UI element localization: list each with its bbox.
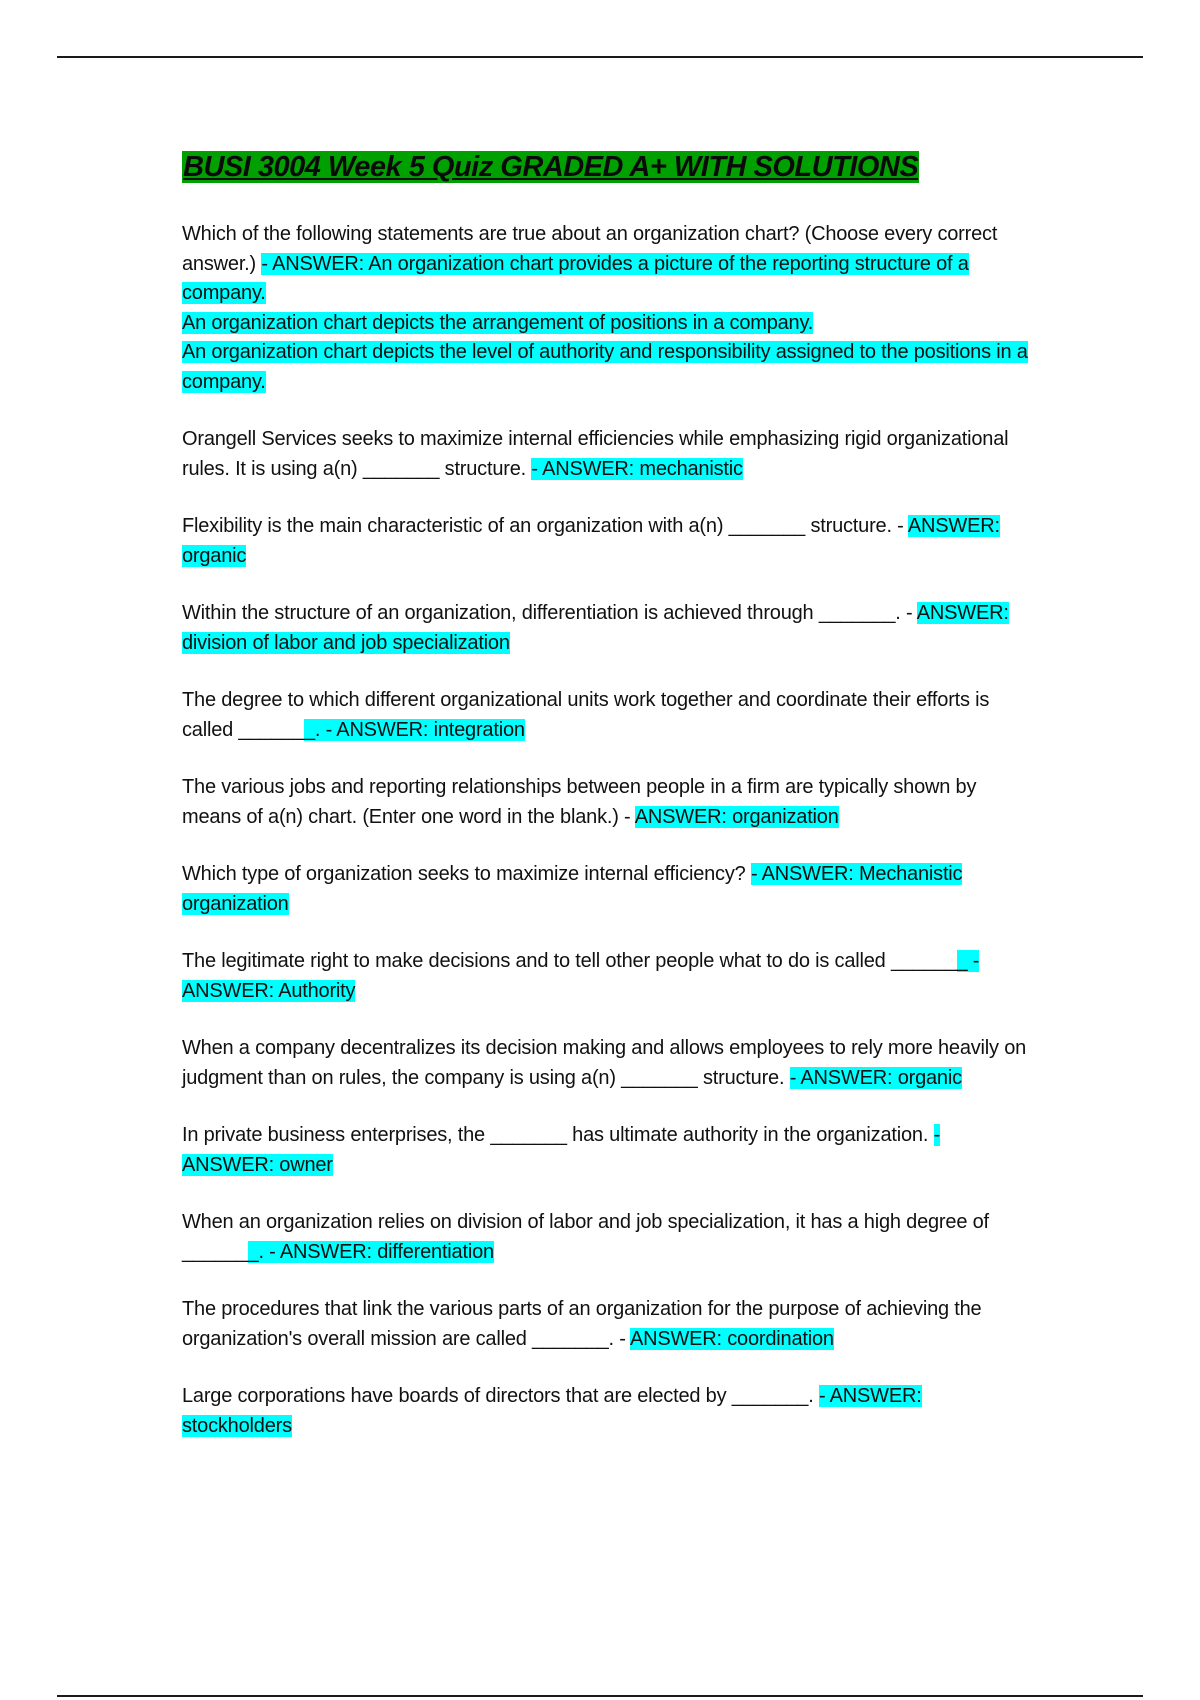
answer-text: _ - ANSWER: Authority: [182, 950, 980, 1002]
qa-item-12: [182, 1295, 1032, 1354]
qa-item-5: [182, 686, 1032, 745]
answer-text: ANSWER: organic: [182, 515, 1000, 567]
qa-item-11: [182, 1208, 1032, 1267]
qa-item-2: [182, 425, 1032, 484]
qa-item-1: [182, 220, 1032, 397]
answer-text: ANSWER: coordination: [629, 1327, 834, 1350]
answer-text: _. - ANSWER: differentiation: [247, 1240, 494, 1263]
qa-item-6: [182, 773, 1032, 832]
answer-text: - ANSWER: owner: [182, 1124, 941, 1176]
qa-item-3: [182, 512, 1032, 571]
answer-text: - ANSWER: An organization chart provides a picture of the reporting structure of a company.: [182, 252, 969, 304]
answer-text: - ANSWER: organic: [789, 1066, 962, 1089]
question-text: When an organization relies on division of labor and job specialization, it has a high degree of ______: [182, 1211, 989, 1263]
question-text: The various jobs and reporting relationships between people in a firm are typically shown by means of a(n) chart. (Enter one word in the blank.) -: [182, 776, 977, 828]
answer-text-line: An organization chart depicts the level of authority and responsibility assigned to the positions in a company.: [182, 341, 1028, 393]
document-title: BUSI 3004 Week 5 Quiz GRADED A+ WITH SOLUTIONS: [183, 151, 919, 183]
question-text: Which of the following statements are true about an organization chart? (Choose every correct answer.): [182, 223, 998, 275]
question-text: Within the structure of an organization, differentiation is achieved through _______. -: [182, 602, 913, 624]
top-rule: [57, 56, 1143, 58]
question-text: Orangell Services seeks to maximize internal efficiencies while emphasizing rigid organizational rules. It is using a(n) _______ structure.: [182, 428, 1009, 480]
question-text: Flexibility is the main characteristic of an organization with a(n) _______ structure. -: [182, 515, 904, 537]
answer-text: _. - ANSWER: integration: [303, 718, 525, 741]
answer-text: ANSWER: organization: [634, 805, 839, 828]
qa-item-4: [182, 599, 1032, 658]
qa-item-8: [182, 947, 1032, 1006]
question-text: The procedures that link the various parts of an organization for the purpose of achieving the organization's overall mission are called _______. -: [182, 1298, 982, 1350]
answer-text: - ANSWER: stockholders: [182, 1385, 922, 1437]
question-text: The legitimate right to make decisions and to tell other people what to do is called ______: [182, 950, 957, 972]
question-text: Which type of organization seeks to maximize internal efficiency?: [182, 863, 746, 885]
question-text: The degree to which different organizational units work together and coordinate their efforts is called ______: [182, 689, 990, 741]
qa-item-13: [182, 1382, 1032, 1441]
answer-text: - ANSWER: Mechanistic organization: [182, 863, 963, 915]
question-text: In private business enterprises, the _______ has ultimate authority in the organization.: [182, 1124, 929, 1146]
qa-item-10: [182, 1121, 1032, 1180]
answer-text: ANSWER: division of labor and job specialization: [182, 602, 1009, 654]
question-text: Large corporations have boards of directors that are elected by _______.: [182, 1385, 814, 1407]
answer-text-line: An organization chart depicts the arrangement of positions in a company.: [182, 311, 814, 334]
question-text: When a company decentralizes its decision making and allows employees to rely more heavily on judgment than on rules, the company is using a(n) _______ structure.: [182, 1037, 1027, 1089]
qa-item-9: [182, 1034, 1032, 1093]
answer-text: - ANSWER: mechanistic: [531, 457, 743, 480]
document-content: [182, 146, 1032, 1469]
qa-item-7: [182, 860, 1032, 919]
bottom-rule: [57, 1695, 1143, 1697]
